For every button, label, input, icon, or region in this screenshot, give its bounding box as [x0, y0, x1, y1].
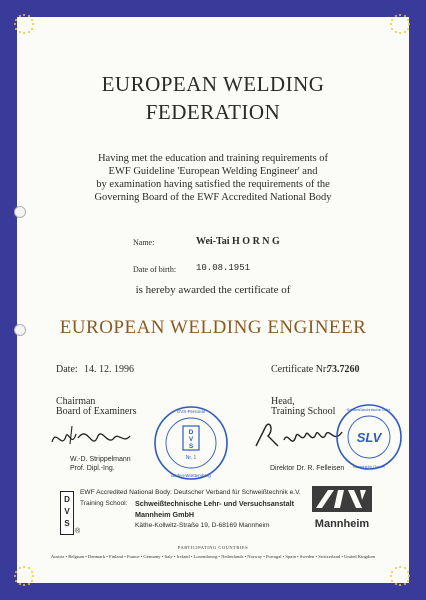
certificate-nr-label: Certificate Nr: — [271, 364, 330, 375]
star-icon — [19, 583, 21, 585]
statement-line: Governing Board of the EWF Accredited National Body — [94, 192, 332, 203]
dvs-examination-stamp — [152, 404, 230, 482]
star-icon — [19, 567, 21, 569]
star-icon — [390, 23, 392, 25]
star-icon — [391, 28, 393, 30]
star-icon — [404, 567, 406, 569]
star-icon — [28, 567, 30, 569]
federation-title-line1: EUROPEAN WELDING — [101, 72, 325, 96]
certificate-title: EUROPEAN WELDING ENGINEER — [59, 317, 367, 338]
eu-stars-icon — [12, 564, 36, 588]
right-role-line2: Training School — [271, 406, 336, 417]
star-icon — [15, 28, 17, 30]
left-signatory-title: Prof. Dipl.-Ing. — [70, 465, 115, 472]
star-icon — [28, 31, 30, 33]
star-icon — [404, 583, 406, 585]
star-icon — [14, 23, 16, 25]
star-icon — [395, 15, 397, 17]
statement-line: by examination having satisfied the requirements of the — [96, 179, 330, 190]
svg-text:SLV: SLV — [356, 430, 382, 445]
right-role-line1: Head, — [271, 396, 295, 407]
eu-stars-icon — [388, 12, 412, 36]
star-icon — [395, 31, 397, 33]
left-signature — [48, 422, 134, 454]
star-icon — [15, 571, 17, 573]
star-icon — [23, 14, 25, 16]
eu-stars-icon — [388, 564, 412, 588]
training-school-prefix: Training School: — [80, 500, 128, 507]
star-icon — [404, 31, 406, 33]
star-icon — [23, 584, 25, 586]
dob-label: Date of birth: — [133, 265, 177, 274]
participating-heading: PARTICIPATING COUNTRIES — [177, 545, 249, 550]
star-icon — [399, 14, 401, 16]
star-icon — [391, 571, 393, 573]
svg-text:Mannheim GmbH: Mannheim GmbH — [353, 464, 385, 469]
star-icon — [407, 28, 409, 30]
star-icon — [399, 584, 401, 586]
statement-line: EWF Guideline 'European Welding Engineer' and — [108, 166, 318, 177]
right-signatory-name: Direktor Dr. R. Felleisen — [270, 465, 345, 472]
star-icon — [395, 583, 397, 585]
slv-training-school-stamp — [334, 402, 404, 472]
star-icon — [395, 567, 397, 569]
date-value: 14. 12. 1996 — [84, 364, 134, 375]
star-icon — [399, 566, 401, 568]
punch-hole — [14, 206, 26, 218]
svg-text:D: D — [188, 429, 194, 436]
star-icon — [407, 19, 409, 21]
star-icon — [23, 566, 25, 568]
star-icon — [28, 583, 30, 585]
participating-countries: Austria • Belgium • Denmark • Finland • France • Germany • Italy • Ireland • Luxembourg • Netherlands • Norway • Portugal • Spain • Sweden • Switzerland • United Kingdom — [50, 554, 376, 559]
star-icon — [28, 15, 30, 17]
star-icon — [404, 15, 406, 17]
star-icon — [15, 19, 17, 21]
training-school-address: Käthe-Kollwitz-Straße 19, D-68169 Mannheim — [135, 522, 270, 529]
awarded-text: is hereby awarded the certificate of — [135, 284, 291, 296]
certificate-nr-value: 73.7260 — [327, 364, 360, 375]
left-role-line1: Chairman — [56, 396, 96, 407]
slv-city-label: Mannheim — [314, 518, 370, 530]
training-school-name-line2: Mannheim GmbH — [135, 510, 195, 519]
stamp-nr: Nr. 1 — [185, 455, 197, 461]
left-role-line2: Board of Examiners — [56, 406, 137, 417]
name-label: Name: — [133, 238, 155, 247]
star-icon — [19, 15, 21, 17]
star-icon — [391, 580, 393, 582]
dvs-logo: D V S — [60, 491, 74, 535]
star-icon — [407, 571, 409, 573]
star-icon — [31, 580, 33, 582]
dob-value: 10.08.1951 — [196, 263, 251, 273]
svg-text:Schweißtechnische Lehr-: Schweißtechnische Lehr- — [346, 407, 392, 412]
date-label: Date: — [56, 364, 78, 375]
star-icon — [408, 575, 410, 577]
svg-text:Baden-Württemberg: Baden-Württemberg — [171, 473, 211, 478]
statement-line: Having met the education and training requirements of — [97, 153, 329, 164]
name-value: Wei-Tai H O R N G — [196, 236, 280, 247]
star-icon — [399, 32, 401, 34]
star-icon — [31, 571, 33, 573]
star-icon — [407, 580, 409, 582]
eu-stars-icon — [12, 12, 36, 36]
star-icon — [32, 23, 34, 25]
star-icon — [31, 19, 33, 21]
star-icon — [15, 580, 17, 582]
svg-text:S: S — [188, 443, 194, 450]
dvs-registered-mark: ® — [75, 528, 81, 535]
star-icon — [390, 575, 392, 577]
svg-text:DVS-Personal: DVS-Personal — [177, 409, 205, 414]
accredited-body-line: EWF Accredited National Body: Deutscher Verband für Schweißtechnik e.V. — [80, 489, 301, 496]
star-icon — [14, 575, 16, 577]
star-icon — [23, 32, 25, 34]
federation-title-line2: FEDERATION — [145, 100, 281, 124]
svg-text:V: V — [188, 436, 194, 443]
star-icon — [391, 19, 393, 21]
training-school-name: Schweißtechnische Lehr- und Versuchsanstalt — [135, 499, 294, 508]
star-icon — [32, 575, 34, 577]
left-signatory-name: W.-D. Strippelmann — [70, 456, 131, 463]
star-icon — [19, 31, 21, 33]
star-icon — [31, 28, 33, 30]
star-icon — [408, 23, 410, 25]
